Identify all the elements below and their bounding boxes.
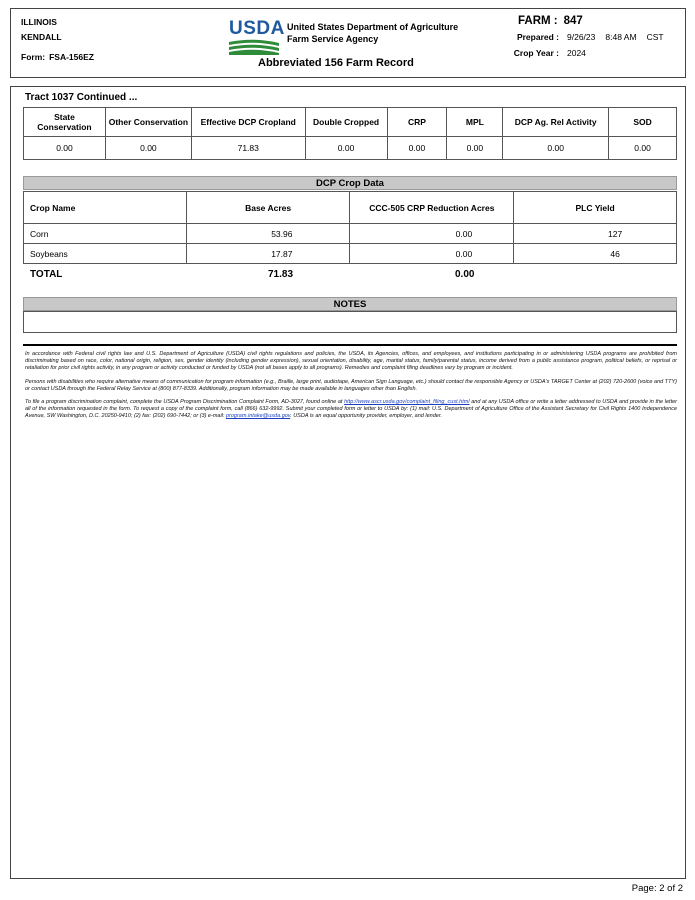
crop-row: [24, 224, 677, 244]
email-link[interactable]: program.intake@usda.gov: [225, 413, 291, 420]
tract-header-cell: MPL: [447, 108, 503, 137]
crop-base-acres: 17.87: [186, 244, 350, 264]
dcp-section-title: DCP Crop Data: [23, 176, 677, 190]
form-label: Form:: [21, 52, 46, 62]
crop-header-cell: Crop Name: [24, 192, 187, 224]
crop-year-row: [506, 45, 664, 61]
form-id: [21, 50, 94, 65]
tract-value-cell: 71.83: [191, 137, 305, 160]
total-reduction-acres: 0.00: [455, 269, 475, 280]
legal-complaint-text: and at any USDA office or write a letter addressed to USDA and provide in the letter all of the information requested in the form. To request a copy of the complaint form, call (866) 632-9992. Submit your completed form or letter to USDA by: (1) mail: U.S. Department of Agriculture Office of the Assistant Secretary for Civil Rights 1400 Independence Avenue, SW Washington, D.C. 20250-9410; (2) fax: (202) 690-7442; or (3) e-mail:: [25, 399, 677, 420]
legal-paragraph-accessibility: Persons with disabilities who require alternative means of communication for program information (e.g., Braille, large print, audiotape, American Sign Language, etc.) should contact the responsible Agency or USDA's TARGET Center at (202) 720-2600 (voice and TTY) or contact USDA through the Federal Relay Service at (800) 877-8339. Additionally, program information may be made available in languages other than English.: [25, 378, 677, 392]
prepared-date: 9/26/23: [567, 32, 596, 42]
legal-complaint-text: . USDA is an equal opportunity provider, employer, and lender.: [290, 413, 443, 420]
crop-header-cell: PLC Yield: [514, 192, 677, 224]
tract-header-cell: Double Cropped: [305, 108, 387, 137]
page-number: Page: 2 of 2: [631, 883, 683, 894]
prepared-timezone: CST: [646, 32, 664, 42]
record-body: [10, 86, 686, 879]
tract-value-cell: 0.00: [387, 137, 447, 160]
crop-reduction-acres: 0.00: [350, 224, 514, 244]
legal-notice: [25, 351, 677, 427]
tract-header-cell: SOD: [609, 108, 677, 137]
prepared-label: Prepared :: [516, 32, 559, 42]
notes-content: [23, 311, 677, 333]
prepared-row: [506, 29, 664, 45]
form-value: FSA-156EZ: [49, 52, 94, 62]
farm-value: 847: [563, 15, 583, 27]
farm-label: FARM :: [518, 15, 558, 27]
tract-header-cell: Effective DCP Cropland: [191, 108, 305, 137]
tract-header-row: [24, 108, 677, 137]
crop-year-value: 2024: [567, 48, 586, 58]
complaint-form-link[interactable]: http://www.ascr.usda.gov/complaint_filing_cust.html: [344, 399, 470, 406]
prepared-time: 8:48 AM: [605, 32, 637, 42]
crop-header-cell: CCC-505 CRP Reduction Acres: [350, 192, 514, 224]
legal-paragraph-complaint: [25, 399, 677, 421]
dcp-crop-table: [23, 191, 677, 264]
tract-value-cell: 0.00: [503, 137, 609, 160]
tract-value-cell: 0.00: [105, 137, 191, 160]
crop-year-label: Crop Year :: [513, 48, 559, 58]
tract-value-row: [24, 137, 677, 160]
farm-number: [518, 13, 664, 29]
crop-total-row: [30, 269, 670, 283]
legal-complaint-text: To file a program discrimination complaint, complete the USDA Program Discrimination Complaint Form, AD-3027, found online at: [25, 399, 345, 406]
section-divider: [23, 344, 677, 346]
agency-line-1: United States Department of Agriculture: [287, 22, 459, 32]
tract-header-cell: State Conservation: [24, 108, 106, 137]
crop-name: Corn: [24, 224, 187, 244]
state-name: ILLINOIS: [21, 17, 57, 27]
tract-header-cell: Other Conservation: [105, 108, 191, 137]
crop-reduction-acres: 0.00: [350, 244, 514, 264]
tract-header-cell: DCP Ag. Rel Activity: [503, 108, 609, 137]
crop-plc-yield: 46: [514, 244, 677, 264]
crop-name: Soybeans: [24, 244, 187, 264]
crop-header-row: [24, 192, 677, 224]
usda-swoosh-icon: [229, 39, 279, 55]
agency-name: [287, 21, 458, 45]
county-name: KENDALL: [21, 32, 62, 42]
notes-title: NOTES: [23, 297, 677, 311]
header-location: [21, 15, 94, 65]
tract-value-cell: 0.00: [609, 137, 677, 160]
tract-value-cell: 0.00: [305, 137, 387, 160]
agency-line-2: Farm Service Agency: [287, 34, 379, 44]
tract-header-cell: CRP: [387, 108, 447, 137]
tract-table: [23, 107, 677, 160]
total-base-acres: 71.83: [268, 269, 294, 280]
tract-value-cell: 0.00: [24, 137, 106, 160]
tract-value-cell: 0.00: [447, 137, 503, 160]
total-label: TOTAL: [30, 269, 63, 280]
crop-row: [24, 244, 677, 264]
crop-header-cell: Base Acres: [186, 192, 350, 224]
page-header: [10, 8, 686, 78]
tract-title: Tract 1037 Continued ...: [25, 92, 138, 103]
header-farm-info: [506, 13, 664, 61]
crop-base-acres: 53.96: [186, 224, 350, 244]
crop-plc-yield: 127: [514, 224, 677, 244]
document-title: Abbreviated 156 Farm Record: [258, 57, 414, 69]
usda-logo-text: USDA: [229, 18, 285, 39]
legal-paragraph-nondiscrimination: In accordance with Federal civil rights law and U.S. Department of Agriculture (USDA) civil rights regulations and policies, the USDA, its Agencies, offices, and employees, and institutions participating in or administering USDA programs are prohibited from discriminating based on race, color, national origin, religion, sex, gender identity (including gender expression), sexual orientation, disability, age, marital status, family/parental status, income derived from a public assistance program, political beliefs, or reprisal or retaliation for prior civil rights activity, in any program or activity conducted or funded by USDA (not all bases apply to all programs). Remedies and complaint filing deadlines vary by program or incident.: [25, 351, 677, 372]
